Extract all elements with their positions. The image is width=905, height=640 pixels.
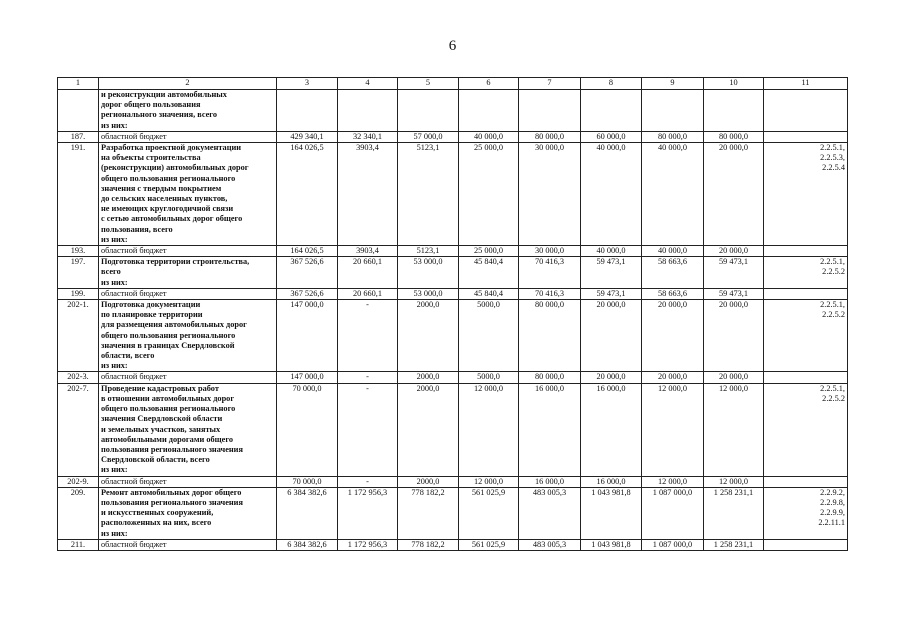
table-row (58, 372, 848, 383)
value-cell: 20 000,0 (704, 372, 764, 383)
code-line: 2.2.5.2 (822, 393, 845, 403)
row-name-line: областной бюджет (101, 539, 167, 549)
value-cell: 25 000,0 (459, 246, 519, 257)
value-cell: 40 000,0 (581, 246, 642, 257)
value-cell: 70 416,3 (519, 257, 581, 289)
value-cell: 1 258 231,1 (704, 487, 764, 539)
code-line: 2.2.5.1, (820, 143, 845, 153)
row-name-line: общего пользования регионального (101, 404, 236, 414)
value-cell: 20 000,0 (642, 300, 704, 372)
value-cell: 483 005,3 (519, 539, 581, 550)
value-cell: 20 660,1 (338, 257, 398, 289)
column-header: 3 (277, 78, 338, 90)
value-cell: 561 025,9 (459, 539, 519, 550)
value-cell: 1 087 000,0 (642, 487, 704, 539)
value-cell: 53 000,0 (398, 288, 459, 299)
table-row (58, 539, 848, 550)
value-cell: 6 384 382,6 (277, 487, 338, 539)
code-line: 2.2.5.3, (820, 153, 845, 163)
column-header: 8 (581, 78, 642, 90)
value-cell (642, 90, 704, 132)
value-cell: 16 000,0 (519, 383, 581, 476)
table-body (58, 90, 848, 551)
value-cell: 12 000,0 (704, 383, 764, 476)
row-name-line: из них: (101, 120, 128, 130)
row-name (99, 476, 277, 487)
value-cell: 80 000,0 (519, 131, 581, 142)
row-name-line: и земельных участков, занятых (101, 424, 221, 434)
value-cell: 58 663,6 (642, 288, 704, 299)
row-name-line: Свердловской области, всего (101, 455, 210, 465)
value-cell: 58 663,6 (642, 257, 704, 289)
value-cell: 164 026,5 (277, 143, 338, 246)
table-row (58, 383, 848, 476)
column-header: 6 (459, 78, 519, 90)
value-cell: - (338, 383, 398, 476)
codes-cell (764, 143, 848, 246)
value-cell: 12 000,0 (642, 383, 704, 476)
row-name-line: областной бюджет (101, 131, 167, 141)
value-cell: 1 172 956,3 (338, 487, 398, 539)
row-name-line: расположенных на них, всего (101, 518, 212, 528)
code-line: 2.2.5.2 (822, 267, 845, 277)
row-name-line: значения с твердым покрытием (101, 183, 222, 193)
value-cell: 1 043 981,8 (581, 539, 642, 550)
value-cell: 1 087 000,0 (642, 539, 704, 550)
code-line: 2.2.5.1, (820, 300, 845, 310)
row-name-line: значения Свердловской области (101, 414, 223, 424)
value-cell (459, 90, 519, 132)
value-cell: 2000,0 (398, 383, 459, 476)
row-name (99, 257, 277, 289)
value-cell: 12 000,0 (642, 476, 704, 487)
value-cell: 40 000,0 (581, 143, 642, 246)
column-header: 11 (764, 78, 848, 90)
row-name-line: общего пользования регионального (101, 330, 236, 340)
row-number: 202-3. (58, 372, 99, 383)
value-cell: 60 000,0 (581, 131, 642, 142)
row-name-line: из них: (101, 234, 128, 244)
row-name (99, 143, 277, 246)
value-cell: 1 172 956,3 (338, 539, 398, 550)
codes-cell (764, 476, 848, 487)
value-cell: 45 840,4 (459, 288, 519, 299)
value-cell (277, 90, 338, 132)
code-line: 2.2.5.1, (820, 383, 845, 393)
value-cell: 53 000,0 (398, 257, 459, 289)
row-name (99, 372, 277, 383)
codes-cell (764, 131, 848, 142)
codes-cell (764, 383, 848, 476)
row-name-line: Проведение кадастровых работ (101, 383, 219, 393)
table-row (58, 476, 848, 487)
code-line: 2.2.5.2 (822, 310, 845, 320)
row-number: 187. (58, 131, 99, 142)
value-cell: 20 660,1 (338, 288, 398, 299)
table-row (58, 90, 848, 132)
row-name (99, 288, 277, 299)
value-cell: 483 005,3 (519, 487, 581, 539)
value-cell: 3903,4 (338, 143, 398, 246)
codes-cell (764, 246, 848, 257)
value-cell: 40 000,0 (642, 246, 704, 257)
row-number (58, 90, 99, 132)
budget-table (57, 77, 848, 551)
value-cell: 59 473,1 (704, 288, 764, 299)
value-cell: - (338, 476, 398, 487)
value-cell (338, 90, 398, 132)
value-cell: 2000,0 (398, 300, 459, 372)
value-cell: 20 000,0 (704, 300, 764, 372)
row-name-line: областной бюджет (101, 288, 167, 298)
row-name-line: из них: (101, 465, 128, 475)
row-name (99, 487, 277, 539)
value-cell: 3903,4 (338, 246, 398, 257)
value-cell: 5000,0 (459, 372, 519, 383)
row-name-line: с сетью автомобильных дорог общего (101, 214, 243, 224)
table-row (58, 288, 848, 299)
row-name-line: для размещения автомобильных дорог (101, 320, 247, 330)
table-row (58, 246, 848, 257)
row-number: 193. (58, 246, 99, 257)
value-cell: 80 000,0 (704, 131, 764, 142)
value-cell: 59 473,1 (704, 257, 764, 289)
row-name-line: до сельских населенных пунктов, (101, 194, 228, 204)
value-cell: 25 000,0 (459, 143, 519, 246)
value-cell: 12 000,0 (459, 476, 519, 487)
value-cell: 2000,0 (398, 372, 459, 383)
value-cell: 59 473,1 (581, 288, 642, 299)
row-name-line: по планировке территории (101, 310, 203, 320)
value-cell: 40 000,0 (459, 131, 519, 142)
row-name-line: и искусственных сооружений, (101, 508, 214, 518)
value-cell: 57 000,0 (398, 131, 459, 142)
value-cell: 16 000,0 (519, 476, 581, 487)
value-cell: 30 000,0 (519, 246, 581, 257)
code-line: 2.2.9.8, (820, 497, 845, 507)
value-cell: 16 000,0 (581, 476, 642, 487)
value-cell: 367 526,6 (277, 288, 338, 299)
value-cell (704, 90, 764, 132)
value-cell: 12 000,0 (459, 383, 519, 476)
value-cell: 1 258 231,1 (704, 539, 764, 550)
value-cell: - (338, 372, 398, 383)
row-name-line: области, всего (101, 351, 155, 361)
row-name-line: Подготовка территории строительства, (101, 257, 250, 267)
row-number: 202-1. (58, 300, 99, 372)
code-line: 2.2.5.1, (820, 257, 845, 267)
header-row (58, 78, 848, 90)
value-cell: 778 182,2 (398, 487, 459, 539)
row-name-line: Ремонт автомобильных дорог общего (101, 487, 242, 497)
row-name-line: Подготовка документации (101, 300, 201, 310)
column-header: 10 (704, 78, 764, 90)
value-cell: 164 026,5 (277, 246, 338, 257)
value-cell: 80 000,0 (642, 131, 704, 142)
row-number: 211. (58, 539, 99, 550)
value-cell: 147 000,0 (277, 372, 338, 383)
row-name (99, 383, 277, 476)
row-name-line: регионального значения, всего (101, 110, 217, 120)
row-name-line: на объекты строительства (101, 153, 201, 163)
row-name-line: (реконструкции) автомобильных дорог (101, 163, 249, 173)
table-row (58, 257, 848, 289)
row-name-line: областной бюджет (101, 246, 167, 256)
value-cell: 70 000,0 (277, 383, 338, 476)
row-name (99, 131, 277, 142)
table-row (58, 143, 848, 246)
value-cell: 12 000,0 (704, 476, 764, 487)
row-number: 202-9. (58, 476, 99, 487)
value-cell: 20 000,0 (704, 143, 764, 246)
row-number: 202-7. (58, 383, 99, 476)
row-name (99, 539, 277, 550)
value-cell: 561 025,9 (459, 487, 519, 539)
row-name-line: и реконструкции автомобильных (101, 90, 227, 99)
page-number: 6 (448, 38, 457, 54)
row-name-line: автомобильными дорогами общего (101, 434, 234, 444)
codes-cell (764, 372, 848, 383)
value-cell: 5000,0 (459, 300, 519, 372)
row-number: 191. (58, 143, 99, 246)
row-name-line: пользования, всего (101, 224, 173, 234)
column-header: 5 (398, 78, 459, 90)
value-cell: 5123,1 (398, 143, 459, 246)
row-name (99, 300, 277, 372)
value-cell: 5123,1 (398, 246, 459, 257)
row-number: 197. (58, 257, 99, 289)
value-cell: 40 000,0 (642, 143, 704, 246)
code-line: 2.2.5.4 (822, 163, 845, 173)
column-header: 9 (642, 78, 704, 90)
value-cell: 80 000,0 (519, 372, 581, 383)
value-cell: 20 000,0 (704, 246, 764, 257)
column-header: 2 (99, 78, 277, 90)
value-cell: 2000,0 (398, 476, 459, 487)
row-number: 209. (58, 487, 99, 539)
row-name-line: из них: (101, 528, 128, 538)
table-row (58, 300, 848, 372)
value-cell: 59 473,1 (581, 257, 642, 289)
value-cell: 147 000,0 (277, 300, 338, 372)
codes-cell (764, 257, 848, 289)
value-cell: 70 000,0 (277, 476, 338, 487)
row-name-line: не имеющих круглогодичной связи (101, 204, 234, 214)
value-cell: 20 000,0 (581, 372, 642, 383)
row-name-line: Разработка проектной документации (101, 143, 242, 153)
row-name-line: пользования регионального значения (101, 444, 243, 454)
row-name (99, 90, 277, 132)
value-cell: 16 000,0 (581, 383, 642, 476)
column-header: 4 (338, 78, 398, 90)
row-name-line: пользования регионального значения (101, 497, 243, 507)
code-line: 2.2.9.9, (820, 508, 845, 518)
row-name (99, 246, 277, 257)
value-cell (519, 90, 581, 132)
value-cell: 778 182,2 (398, 539, 459, 550)
codes-cell (764, 539, 848, 550)
row-name-line: из них: (101, 277, 128, 287)
value-cell: 32 340,1 (338, 131, 398, 142)
codes-cell (764, 487, 848, 539)
value-cell: 6 384 382,6 (277, 539, 338, 550)
row-name-line: дорог общего пользования (101, 100, 201, 110)
value-cell: 20 000,0 (581, 300, 642, 372)
value-cell: 70 416,3 (519, 288, 581, 299)
codes-cell (764, 300, 848, 372)
row-name-line: значения в границах Свердловской (101, 340, 235, 350)
value-cell: 45 840,4 (459, 257, 519, 289)
value-cell: 429 340,1 (277, 131, 338, 142)
value-cell: 1 043 981,8 (581, 487, 642, 539)
codes-cell (764, 288, 848, 299)
row-name-line: общего пользования регионального (101, 173, 236, 183)
row-name-line: в отношении автомобильных дорог (101, 393, 235, 403)
value-cell: - (338, 300, 398, 372)
row-name-line: всего (101, 267, 121, 277)
value-cell: 80 000,0 (519, 300, 581, 372)
column-header: 1 (58, 78, 99, 90)
code-line: 2.2.9.2, (820, 487, 845, 497)
value-cell (398, 90, 459, 132)
value-cell: 367 526,6 (277, 257, 338, 289)
column-header: 7 (519, 78, 581, 90)
row-number: 199. (58, 288, 99, 299)
row-name-line: областной бюджет (101, 476, 167, 486)
row-name-line: из них: (101, 361, 128, 371)
codes-cell (764, 90, 848, 132)
row-name-line: областной бюджет (101, 372, 167, 382)
code-line: 2.2.11.1 (818, 518, 845, 528)
table-row (58, 487, 848, 539)
value-cell: 20 000,0 (642, 372, 704, 383)
table-row (58, 131, 848, 142)
value-cell (581, 90, 642, 132)
value-cell: 30 000,0 (519, 143, 581, 246)
